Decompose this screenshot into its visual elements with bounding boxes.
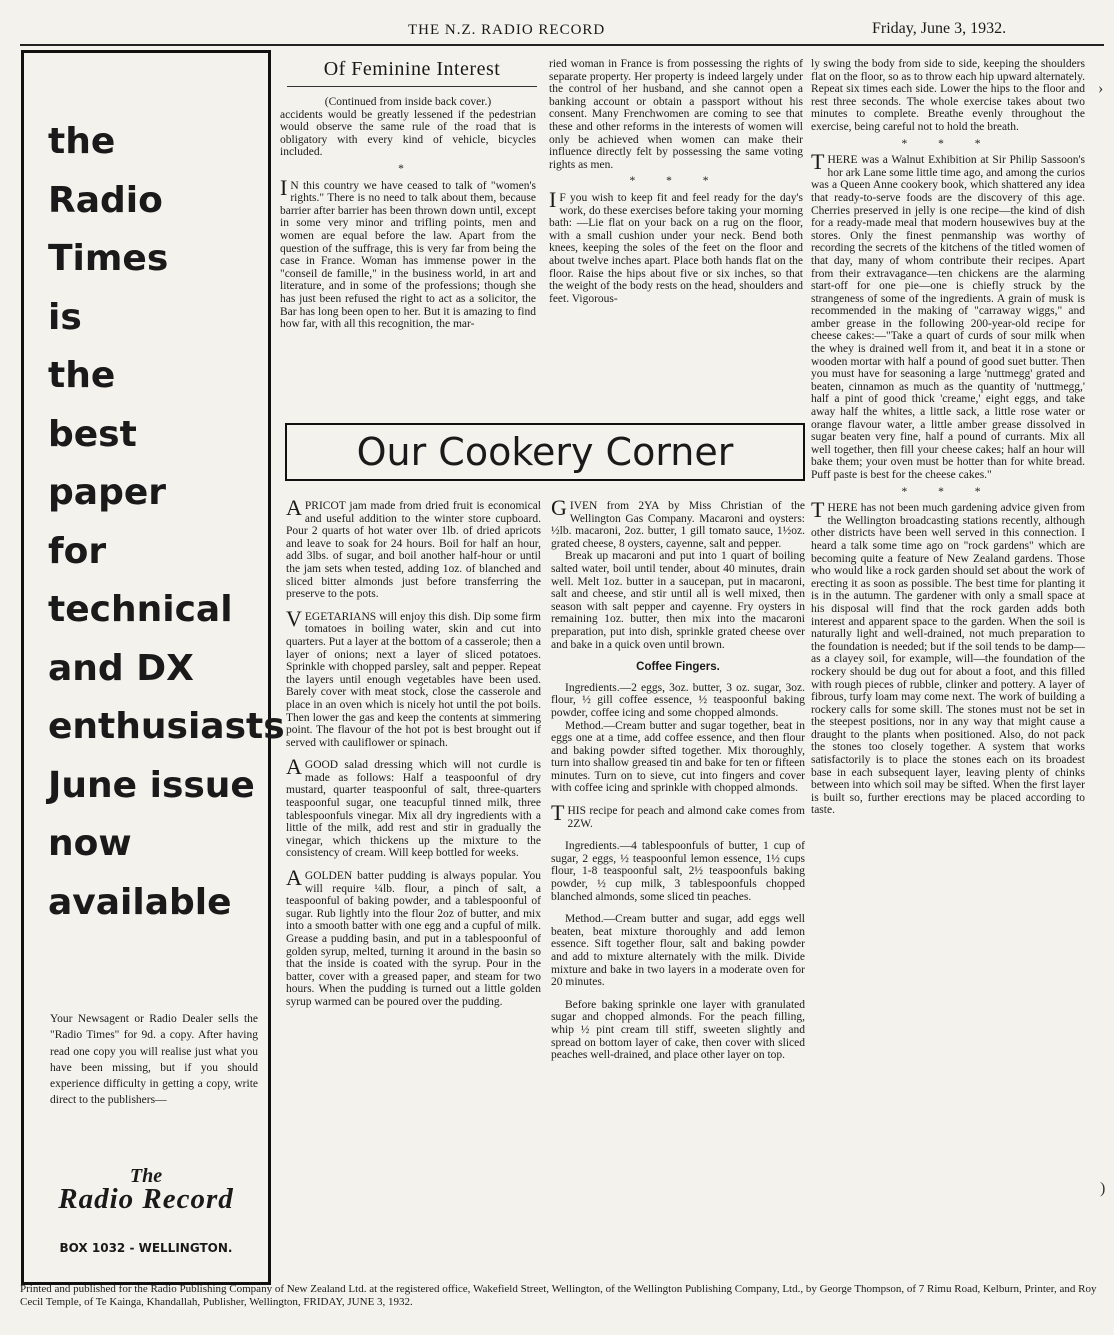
feminine-interest-title: Of Feminine Interest	[323, 58, 501, 80]
section-divider: *	[398, 162, 418, 175]
advert-line: for	[48, 530, 107, 572]
drop-cap: G	[551, 495, 567, 520]
feminine-column-3	[811, 58, 1085, 817]
advert-line: Radio	[48, 179, 163, 221]
recipe-paragraph: HIS recipe for peach and almond cake comes from 2ZW.	[567, 805, 805, 830]
drop-cap: A	[286, 495, 302, 520]
section-divider: * * *	[629, 175, 723, 188]
recipe-method: Method.—Cream butter and sugar, add eggs well beaten, beat mixture thoroughly and add lemon essence. Sift together flour, salt and baking powder and add to mixture alternately with the milk. Divide mixture and bake in two layers in a moderate oven for 20 minutes.	[551, 913, 805, 989]
advert-address: BOX 1032 - WELLINGTON.	[59, 1241, 233, 1255]
recipe-ingredients: Ingredients.—2 eggs, 3oz. butter, 3 oz. sugar, 3oz. flour, ½ gill coffee essence, ½ teaspoonful baking powder, coffee icing and some chopped almonds.	[551, 681, 805, 719]
advert-line: the	[48, 121, 116, 162]
advert-line: best	[48, 413, 137, 455]
issue-date: Friday, June 3, 1932.	[872, 20, 1007, 37]
publication-title: THE N.Z. RADIO RECORD	[408, 22, 606, 38]
advert-line: June issue	[48, 764, 255, 806]
article-paragraph: F you wish to keep fit and feel ready for the day's work, do these exercises before taking your morning bath: —Lie flat on your back on a rug on the floor, with a small cushion under your neck. Bend both knees, keeping the soles of the feet on the floor and about twelve inches apart. Place both hands flat on the floor. Raise the hips about five or six inches, so that the weight of the body rests on the head, shoulders and feet. Vigorous-	[549, 191, 803, 305]
article-paragraph: ly swing the body from side to side, keeping the shoulders flat on the floor, so as to throw each hip upward alternately. Repeat six times each side. Lower the hips to the floor and rest three seconds. The whole exercise takes about two minutes to complete. Breathe evenly throughout the exercise, being careful not to hold the breath.	[811, 58, 1085, 133]
section-divider: * * *	[901, 485, 995, 498]
advert-line: Times	[48, 238, 169, 279]
drop-cap: T	[811, 497, 825, 523]
advert-line: and DX	[48, 647, 194, 689]
drop-cap: T	[551, 800, 565, 826]
cookery-column-2	[551, 495, 805, 1062]
coffee-fingers-heading: Coffee Fingers.	[636, 661, 720, 674]
advert-line: enthusiasts	[48, 706, 285, 747]
recipe-ingredients: Ingredients.—4 tablespoonfuls of butter, 1 cup of sugar, 2 eggs, ½ teaspoonful lemon essence, 1½ cups flour, 1-8 teaspoonful salt, 2½ teaspoonfuls baking powder, ½ cup milk, 3 tablespoonfuls chopped blanched almonds, some sliced tin peaches.	[551, 840, 805, 903]
feminine-column-2	[549, 58, 803, 305]
header-rule	[20, 44, 1104, 46]
advert-line: paper	[48, 472, 167, 513]
recipe-paragraph: GOLDEN batter pudding is always popular. You will require ¼lb. flour, a pinch of salt, a teaspoonful of baking powder, and a tablespoonful of sugar. Rub lightly into the flour 2oz of butter, and mix into a smooth batter with one egg and a cupful of milk. Grease a pudding basin, and put in a tablespoonful of golden syrup, melted, turning it around in the basin so that the inside is coated with the syrup. Pour in the batter, cover with a greased paper, and steam for two hours. When the pudding is turned out a little golden syrup warmed can be poured over the pudding.	[286, 870, 541, 1008]
advert-headline	[48, 113, 285, 932]
cookery-column-1	[286, 495, 541, 1009]
recipe-paragraph: IVEN from 2YA by Miss Christian of the Wellington Gas Company. Macaroni and oysters: ½lb. macaroni, 2oz. butter, 1 gill tomato sauce, 1½oz. grated cheese, 8 oysters, cayenne, salt and pepper.	[551, 500, 805, 550]
article-paragraph: N this country we have ceased to talk of "women's rights." There is no need to talk about them, because barrier after barrier has been thrown down until, except in some very minor and trifling points, men and women are equal before the law. Apart from the question of the suffrage, this is very far from being the case in France. Woman has immense power in the "conseil de famille," in the business world, in art and literature, and in some of the professions; though she has just been refused the right to act as a solicitor, the Bar has long been open to her. But it is amazing to find how far, with all this recognition, the mar-	[280, 179, 536, 331]
recipe-paragraph: Before baking sprinkle one layer with granulated sugar and chopped almonds. For the peach filling, whip ½ pint cream till stiff, sweeten slightly and spread on bottom layer of cake, then cover with sliced peaches well-drained, and place other layer on top.	[551, 998, 805, 1062]
printer-imprint: Printed and published for the Radio Publishing Company of New Zealand Ltd. at the registered office, Wakefield Street, Wellington, of the Wellington Publishing Company, Ltd., by George Thompson, of 7 Rimu Road, Kelburn, Printer, and Roy Cecil Temple, of Te Kainga, Khandallah, Publisher, Wellington, FRIDAY, JUNE 3, 1932.	[20, 1283, 1097, 1308]
margin-mark: ›	[1098, 80, 1104, 97]
drop-cap: A	[286, 865, 302, 891]
drop-cap: T	[811, 149, 825, 175]
advert-line: is	[48, 296, 82, 338]
page-header	[0, 18, 1114, 44]
article-paragraph: ried woman in France is from possessing the rights of separate property. Her property is indeed largely under the control of her husband, and she cannot open a banking account or obtain a passport without his consent. Many Frenchwomen are coming to see that these and other reforms in the interests of women will only be achieved when women can make their influence directly felt by possessing the same voting rights as men.	[549, 58, 803, 171]
logo-the: The	[129, 1165, 163, 1187]
margin-mark: )	[1100, 1180, 1106, 1197]
drop-cap: V	[286, 605, 302, 631]
continued-note: (Continued from inside back cover.)	[324, 96, 492, 108]
drop-cap: I	[549, 186, 557, 212]
recipe-paragraph: Break up macaroni and put into 1 quart of boiling salted water, boil until tender, about 40 minutes, drain well. Melt 1oz. butter in a saucepan, put in macaroni, salt and cheese, and stir until all is well mixed, then season with salt pepper and cayenne. Fry oysters in remaining 1oz. butter, then mix into the macaroni preparation, put into dish, sprinkle grated cheese over and bake in a quick oven until brown.	[551, 550, 805, 651]
article-paragraph: accidents would be greatly lessened if the pedestrian would observe the same rule of the road that is obligatory with every kind of vehicle, bicycles included.	[280, 108, 536, 159]
advert-line: available	[48, 881, 232, 923]
advert-line: now	[48, 823, 132, 864]
advert-line: technical	[48, 589, 233, 630]
section-divider: * * *	[901, 137, 995, 150]
article-paragraph: HERE has not been much gardening advice given from the Wellington broadcasting stations recently, although other districts have been well served in this connection. I heard a talk some time ago on "rock gardens" which are becoming quite a feature of New Zealand gardens. Those who would like a rock garden should set about the work of erecting it as soon as possible. The best time for planting it is in the autumn. The gardener with only a small space at his disposal will find that the rock garden adds both interest and apparent space to the garden. When the soil is naturally light and well-drained, not much preparation to the foundation is needed; but if the soil tends to be damp—as a clayey soil, for example, will—the foundation of the rockery should be dug out for about a foot, and this filled with rough pieces of rubble, clinker and pottery. A layer of fibrous, turfy loam may come next. The work of building a rockery calls for some skill. The stones must not be set in the steepest positions, nor in any way that might cause a draught to the plants when positioned. Also, do not pack the stones too closely together. A system that works satisfactorily is to place the stones each on its broadest base in each subsequent layer, leaving plenty of chinks between into which soil may be sifted. When the first layer is built so, further erections may be placed according to taste.	[811, 502, 1085, 817]
drop-cap: A	[286, 754, 302, 780]
radio-times-advert	[21, 50, 285, 1285]
cookery-corner-title: Our Cookery Corner	[285, 423, 805, 481]
advert-body: Your Newsagent or Radio Dealer sells the "Radio Times" for 9d. a copy. After having read one copy you will realise just what you have been missing, but if you should experience difficulty in getting a copy, write direct to the publishers—	[50, 1013, 258, 1107]
article-paragraph: HERE was a Walnut Exhibition at Sir Philip Sassoon's hor ark Lane some little time ago, and among the curios was a Queen Anne cookery book, which shattered any idea that ready-to-serve foods are the discovery of this age. Cherries preserved in jelly is one recipe—the kind of dish for a ready-made meal that modern housewives buy at the stores. Only the finest penmanship was worthy of recording the secrets of the kitchens of the titled women of that day, many of whom contribute their recipes. Apart from their extravagance—ten chickens are the alarming start-off for one pie—one is chiefly struck by the strangeness of some of the ingredients. A grain of musk is recommended in the making of "carraway wiggs," and amber grease in the following 200-year-old recipe for cheese cakes:—"Take a quart of curds of sour milk when the whey is drained well from it, and beat it in a stone or wooden mortar with half a pound of good suet butter. Then you must have for seasoning a large 'nuttmegg' grated and beaten, cinnamon as much as the quantity of 'nuttmegg,' half a pint of good thick 'creame,' eight eggs, and take away half the whites, a little sack, a little rose water or orange flavour water, a little amber grease dissolved in sugar beaten very fine, half a pound of currants. Mix all well together, then fill your cheese cakes; half an hour will bake them; your oven must be hotter than for white bread. Puff paste is best for the cheese cakes."	[811, 154, 1085, 481]
recipe-paragraph: PRICOT jam made from dried fruit is economical and useful addition to the winter store cupboard. Pour 2 quarts of hot water over 1lb. of dried apricots and leave to soak for 24 hours. Boil for half an hour, add 3lbs. of sugar, and boil another half-hour or until the jam sets when tested, adding 1oz. of blanched and sliced bitter almonds just before transferring the preserve to the pots.	[286, 500, 541, 601]
recipe-paragraph: EGETARIANS will enjoy this dish. Dip some firm tomatoes in boiling water, skin and cut into quarters. Put a layer at the bottom of a casserole; then a layer of onions; next a layer of sliced potatoes. Sprinkle with chopped parsley, salt and pepper. Repeat the layers until enough vegetables have been used. Barely cover with meat stock, close the casserole and place in an oven which is nicely hot until the pot boils. Then lower the gas and keep the contents at simmering point. The flavour of the hot pot is best brought out if served with cauliflower or spinach.	[286, 610, 541, 749]
recipe-paragraph: GOOD salad dressing which will not curdle is made as follows: Half a teaspoonful of dry mustard, quarter teaspoonful of salt, three-quarters teaspoonful sugar, one teacupful tinned milk, three tablespoonfuls vinegar. Mix all dry ingredients with a little of the milk, add rest and stir in gradually the vinegar, which thickens up the mixture to the consistency of cream. Will keep bottled for weeks.	[286, 759, 541, 860]
title-rule	[287, 86, 537, 87]
drop-cap: I	[280, 174, 288, 200]
feminine-column-1	[280, 96, 536, 331]
radio-record-logo: Radio Record	[58, 1183, 234, 1215]
recipe-method: Method.—Cream butter and sugar together, beat in eggs one at a time, add coffee essence, and then flour and baking powder sifted together. Mix thoroughly, turn into shallow greased tin and bake for ten or fifteen minutes. Turn on to sieve, cut into fingers and cover with coffee icing and sprinkle with chopped almonds.	[551, 719, 805, 795]
advert-line: the	[48, 355, 116, 396]
